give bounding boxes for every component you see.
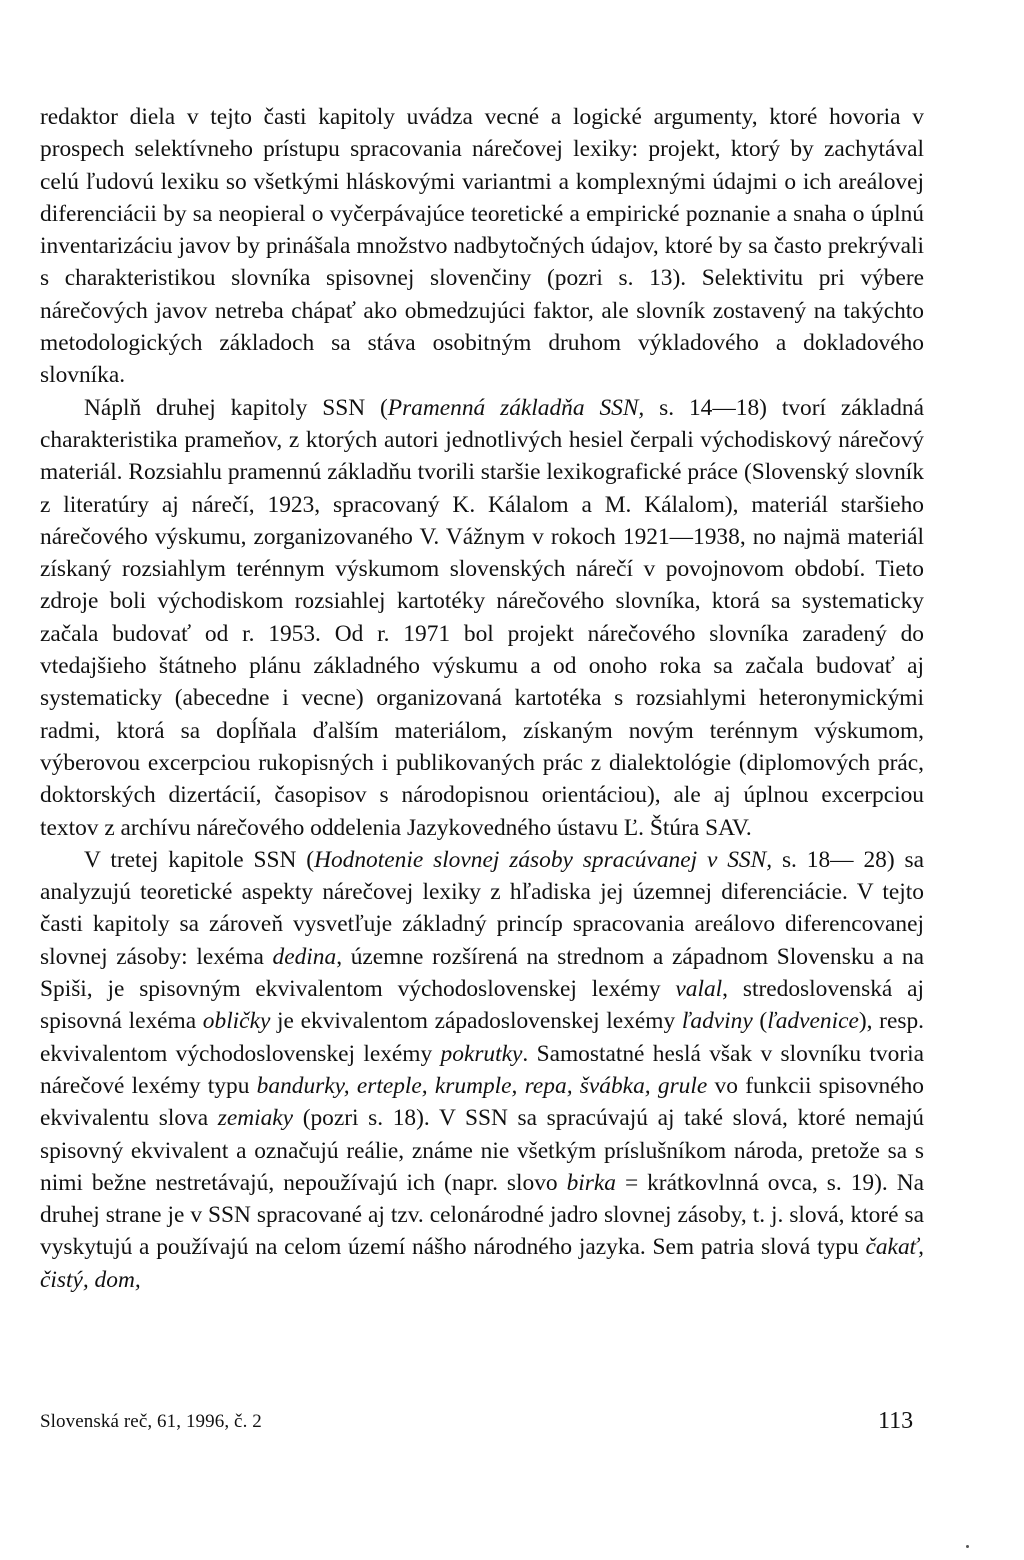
text-run: ), resp. ekvivalentom východoslovenskej lexémy [40, 1008, 924, 1067]
italic-term: Pramenná základňa SSN, [387, 394, 645, 421]
italic-term: ľadviny [681, 1008, 753, 1035]
text-run: Náplň druhej kapitoly SSN ( [84, 394, 388, 421]
journal-citation: Slovenská reč, 61, 1996, č. 2 [40, 1411, 262, 1432]
italic-term: čakať, čistý, dom, [40, 1234, 924, 1293]
text-run: . Samostatné heslá však v slovníku tvoria nárečové lexémy typu [40, 1040, 924, 1099]
italic-term: dedina [272, 943, 337, 970]
text-run: = krátkovlnná ovca, s. 19). Na druhej strane je v SSN spracované aj tzv. celonárodné jadro slovnej zásoby, t. j. slová, ktoré sa vyskytujú a používajú na celom území nášho národného jazyka. Sem patria slová typu [40, 1169, 924, 1261]
text-run: s. 14—18) tvorí základná charakteristika prameňov, z ktorých autori jednotlivých hesiel čerpali východiskový nárečový materiál. Rozsiahlu pramennú základňu tvorili staršie lexikografické práce (Slovenský slovník z literatúry aj nárečí, 1923, spracovaný K. Kálalom a M. Kálalom), materiál staršieho nárečového výskumu, zorganizovaného V. Vážnym v rokoch 1921—1938, no najmä materiál získaný rozsiahlym terénnym výskumom slovenských nárečí v povojnovom období. Tieto zdroje boli východiskom rozsiahlej kartotéky nárečového slovníka, ktorá sa systematicky začala budovať od r. 1953. Od r. 1971 bol projekt nárečového slovníka zaradený do vtedajšieho štátneho plánu základného výskumu a od onoho roka sa začala budovať aj systematicky (abecedne i vecne) organizovaná kartotéka s rozsiahlymi heteronymickými radmi, ktorá sa dopĺňala ďalším materiálom, získaným novým terénnym výskumom, výberovou excerpciou rukopisných i publikovaných prác z dialektológie (diplomových prác, doktorských dizertácií, časopisov s národopisnou orientáciou), ale aj úplnou excerpciou textov z archívu nárečového oddelenia Jazykovedného ústavu Ľ. Štúra SAV. [40, 394, 924, 841]
paragraph-1 [40, 101, 924, 392]
body-text [40, 101, 924, 1296]
page-number: 113 [878, 1408, 914, 1434]
text-run: s. 18— 28) sa analyzujú teoretické aspekty nárečovej lexiky z hľadiska jej územnej diferenciácie. V tejto časti kapitoly sa zároveň vysvetľuje základný princíp spracovania areálovo diferencovanej slovnej zásoby: lexéma [40, 846, 924, 970]
italic-term: zemiaky [217, 1105, 294, 1132]
text-run: V tretej kapitole SSN ( [84, 846, 315, 873]
paragraph-3 [40, 844, 924, 1296]
text-run: redaktor diela v tejto časti kapitoly uvádza vecné a logické argumenty, ktoré hovoria v prospech selektívneho prístupu spracovania nárečovej lexiky: projekt, ktorý by zachytával celú ľudovú lexiku so všetkými hláskovými variantmi a komplexnými údajmi o ich areálovej diferenciácii by sa neopieral o vyčerpávajúce teoretické a empirické poznanie a snaha o úplnú inventarizáciu javov by prinášala množstvo nadbytočných údajov, ktoré by sa často prekrývali s charakteristikou slovníka spisovnej slovenčiny (pozri s. 13). Selektivitu pri výbere nárečových javov netreba chápať ako obmedzujúci faktor, ale slovník zostavený na takýchto metodologických základoch sa stáva osobitným druhom výkladového a dokladového slovníka. [40, 104, 924, 389]
text-run: (pozri s. 18). V SSN sa spracúvajú aj také slová, ktoré nemajú spisovný ekvivalent a označujú reálie, známe nie všetkým príslušníkom národa, pretože sa s nimi bežne nestretávajú, nepoužívajú ich (napr. slovo [40, 1105, 925, 1196]
scan-speck [966, 1545, 969, 1548]
text-run: je ekvivalentom západoslovenskej lexémy [270, 1008, 682, 1035]
text-run: ( [752, 1008, 768, 1035]
italic-term: ľadvenice [767, 1008, 859, 1035]
text-run: , územne rozšírená na strednom a západnom Slovensku a na Spiši, je spisovným ekvivalentom východoslovenskej lexémy [40, 943, 924, 1003]
text-run: , stredoslovenská aj spisovná lexéma [40, 976, 924, 1035]
italic-term: obličky [202, 1008, 271, 1035]
paragraph-2 [40, 392, 924, 844]
text-run: vo funkcii spisovného ekvivalentu slova [40, 1072, 924, 1132]
italic-term: Hodnotenie slovnej zásoby spracúvanej v SSN, [314, 846, 773, 873]
italic-term: pokrutky [440, 1040, 523, 1067]
italic-term: bandurky, erteple, krumple, repa, švábka, grule [256, 1072, 708, 1099]
italic-term: valal [675, 976, 723, 1003]
italic-term: birka [566, 1169, 616, 1196]
